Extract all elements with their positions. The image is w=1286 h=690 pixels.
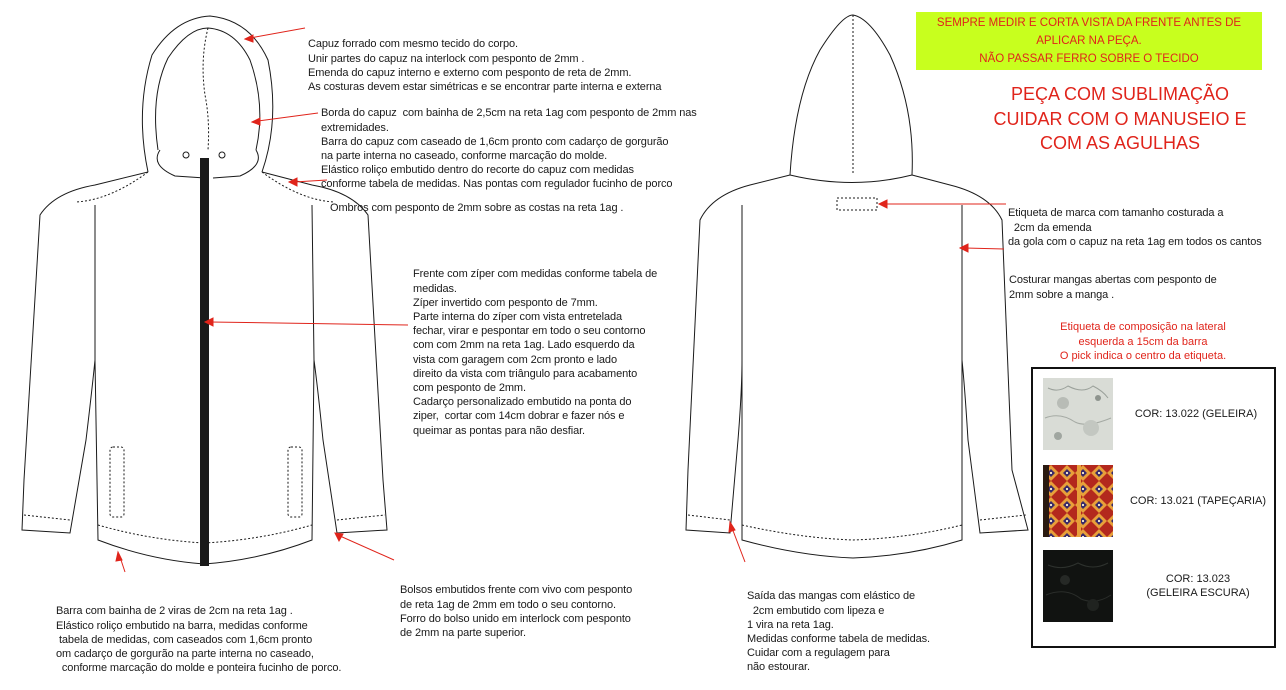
- note-hem: Barra com bainha de 2 viras de 2cm na reta 1ag . Elástico roliço embutido na barra, medidas conforme tabela de medidas, com caseados com 1,6cm pronto om cadarço de gorgurão na parte interna no caseado, conforme marcação do molde e ponteira fucinho de porco.: [56, 605, 342, 675]
- note-hood: Capuz forrado com mesmo tecido do corpo. Unir partes do capuz na interlock com pesponto de 2mm . Emenda do capuz interno e externo com pesponto de reta de 2mm. As costuras devem estar simétricas e se encontrar parte interna e externa: [308, 38, 662, 94]
- note-front-zipper: Frente com zíper com medidas conforme tabela de medidas. Zíper invertido com pesponto de 7mm. Parte interna do zíper com vista entretelada fechar, virar e pespontar em todo o seu contorno com com 2mm na reta 1ag. Lado esquerdo da vista com garagem com 2cm pronto e lado direito da vista com triângulo para acabamento com pesponto de 2mm. Cadarço personalizado embutido na ponta do ziper, cortar com 14cm dobrar e fazer nós e queimar as pontas para não desfiar.: [413, 268, 658, 437]
- note-sleeves: Costurar mangas abertas com pesponto de 2mm sobre a manga .: [1009, 274, 1217, 301]
- swatch-geleira-escura: [1043, 550, 1113, 622]
- note-shoulders: Ombros com pesponto de 2mm sobre as costas na reta 1ag .: [330, 202, 624, 215]
- swatch-geleira-label: COR: 13.022 (GELEIRA): [1134, 408, 1258, 420]
- warning-banner: SEMPRE MEDIR E CORTA VISTA DA FRENTE ANTES DE APLICAR NA PEÇA. NÃO PASSAR FERRO SOBRE O TECIDO: [916, 12, 1262, 70]
- note-hood-edge: Borda do capuz com bainha de 2,5cm na reta 1ag com pesponto de 2mm nas extremidades. Barra do capuz com caseado de 1,6cm pronto com cadarço de gorgurão na parte interna no caseado, conforme marcação do molde. Elástico roliço embutido dentro do recorte do capuz com medidas conforme tabela de medidas. Nas pontas com regulador fucinho de porco: [321, 107, 697, 191]
- swatch-geleira-escura-label: COR: 13.023 (GELEIRA ESCURA): [1146, 573, 1250, 599]
- note-cuffs: Saída das mangas com elástico de 2cm embutido com lipeza e 1 vira na reta 1ag. Medidas conforme tabela de medidas. Cuidar com a regulagem para não estourar.: [747, 590, 930, 674]
- swatch-tapecaria: [1043, 465, 1113, 537]
- brand-label: [837, 198, 877, 210]
- composition-label-note: Etiqueta de composição na lateral esquerda a 15cm da barra O pick indica o centro da etiqueta.: [1059, 321, 1227, 362]
- front-zipper: [200, 158, 209, 566]
- back-jacket: [686, 15, 1028, 558]
- note-label: Etiqueta de marca com tamanho costurada a 2cm da emenda da gola com o capuz na reta 1ag em todos os cantos: [1008, 207, 1262, 248]
- note-pockets: Bolsos embutidos frente com vivo com pesponto de reta 1ag de 2mm em todo o seu contorno. Forro do bolso unido em interlock com pesponto de 2mm na parte superior.: [400, 584, 633, 640]
- sublimation-notice: PEÇA COM SUBLIMAÇÃO CUIDAR COM O MANUSEIO E COM AS AGULHAS: [993, 84, 1247, 153]
- swatch-tapecaria-label: COR: 13.021 (TAPEÇARIA): [1129, 495, 1267, 507]
- swatch-geleira: [1043, 378, 1113, 450]
- color-swatches: [1031, 367, 1276, 648]
